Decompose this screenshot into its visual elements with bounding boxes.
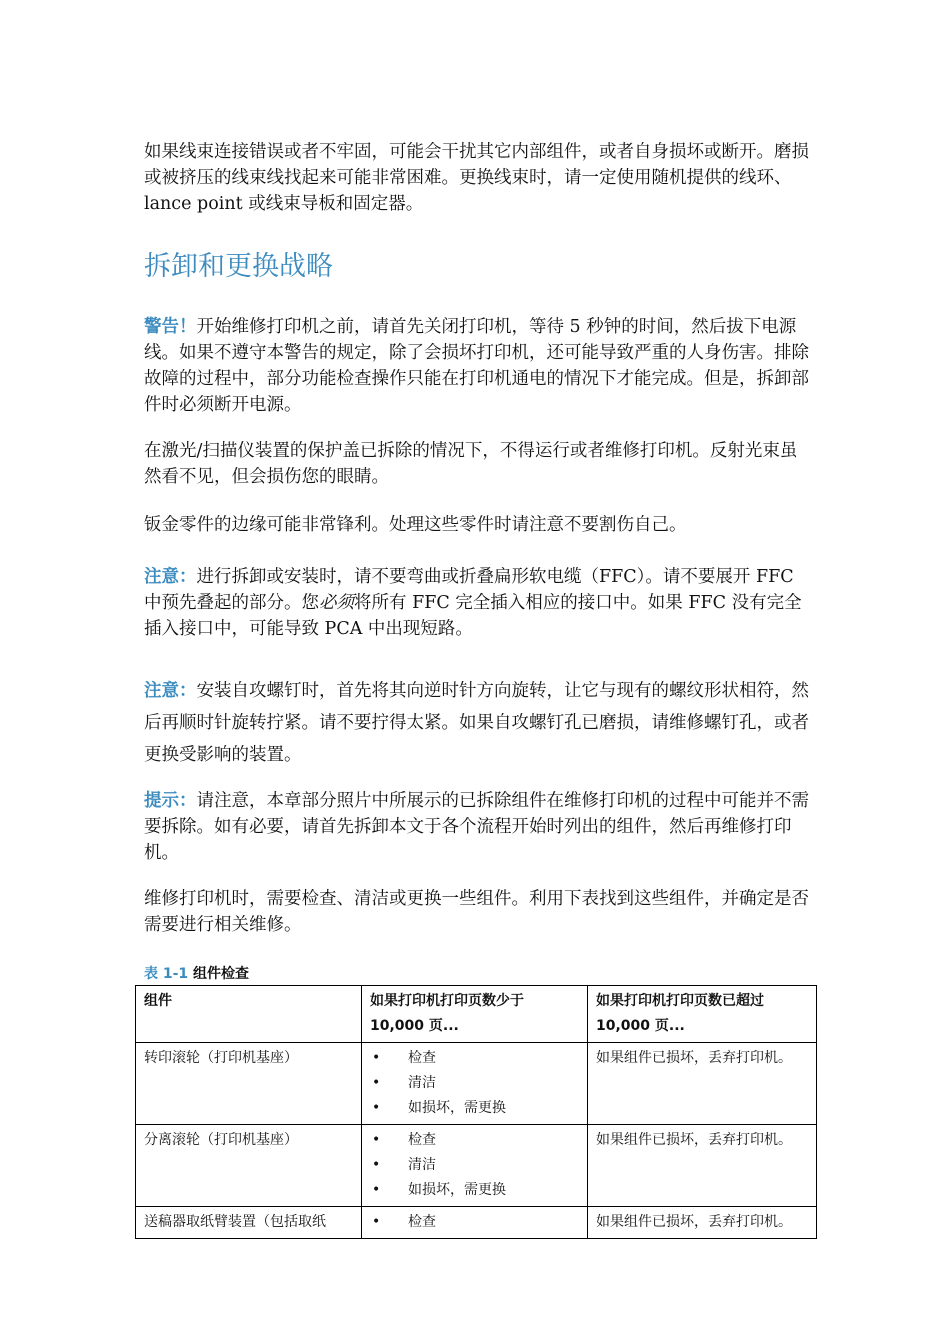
caution-ffc-text-a: 进行拆卸或安装时，请不要弯曲或折叠扁形软电缆（FFC）。请不要展开 FFC 中预先叠起的部分。您 <box>144 567 794 613</box>
maintenance-paragraph: 维修打印机时，需要检查、清洁或更换一些组件。利用下表找到这些组件，并确定是否需要进行相关维修。 <box>144 889 809 935</box>
over-10000-cell: 如果组件已损坏，丢弃打印机。 <box>588 1043 817 1125</box>
tip-label: 提示： <box>144 791 197 811</box>
caution-ffc-emphasis: 必须 <box>319 593 354 613</box>
action-item: • 检查 <box>370 1128 579 1153</box>
caution-ffc-paragraph <box>144 564 810 642</box>
caution-ffc-text-b: 将所有 FFC 完全插入相应的接口中。如果 FFC 没有完全插入接口中，可能导致 PCA 中出现短路。 <box>144 593 802 639</box>
table-row <box>136 1207 817 1239</box>
action-item: • 检查 <box>370 1210 579 1235</box>
under-10000-cell <box>362 1125 588 1207</box>
caution-screw-text: 安装自攻螺钉时，首先将其向逆时针方向旋转，让它与现有的螺纹形状相符，然后再顺时针旋转拧紧。请不要拧得太紧。如果自攻螺钉孔已磨损，请维修螺钉孔，或者更换受影响的装置。 <box>144 681 809 765</box>
action-list <box>370 1210 579 1235</box>
component-cell: 分离滚轮（打印机基座） <box>136 1125 362 1207</box>
under-10000-cell <box>362 1207 588 1239</box>
intro-paragraph: 如果线束连接错误或者不牢固，可能会干扰其它内部组件，或者自身损坏或断开。磨损或被挤压的线束线找起来可能非常困难。更换线束时，请一定使用随机提供的线环、lance point 或线束导板和固定器。 <box>144 142 809 214</box>
under-10000-cell <box>362 1043 588 1125</box>
caution-label: 注意： <box>144 567 197 587</box>
caution-screw-paragraph <box>144 675 810 771</box>
tip-text: 请注意，本章部分照片中所展示的已拆除组件在维修打印机的过程中可能并不需要拆除。如有必要，请首先拆卸本文于各个流程开始时列出的组件，然后再维修打印机。 <box>144 791 809 863</box>
column-header: 如果打印机打印页数少于 10,000 页... <box>362 986 588 1043</box>
over-10000-cell: 如果组件已损坏，丢弃打印机。 <box>588 1125 817 1207</box>
table-caption <box>144 963 249 983</box>
component-cell: 转印滚轮（打印机基座） <box>136 1043 362 1125</box>
component-inspection-table <box>135 985 817 1239</box>
table-header-row <box>136 986 817 1043</box>
warning-label: 警告！ <box>144 317 197 337</box>
table-row <box>136 1043 817 1125</box>
column-header: 组件 <box>136 986 362 1043</box>
section-title: 拆卸和更换战略 <box>144 251 333 282</box>
component-cell: 送稿器取纸臂装置（包括取纸 <box>136 1207 362 1239</box>
action-item: • 如损坏，需更换 <box>370 1178 579 1203</box>
table-caption-title: 组件检查 <box>193 966 250 982</box>
sheetmetal-paragraph: 钣金零件的边缘可能非常锋利。处理这些零件时请注意不要割伤自己。 <box>144 515 687 535</box>
column-header: 如果打印机打印页数已超过 10,000 页... <box>588 986 817 1043</box>
warning-text: 开始维修打印机之前，请首先关闭打印机，等待 5 秒钟的时间，然后拔下电源线。如果不遵守本警告的规定，除了会损坏打印机，还可能导致严重的人身伤害。排除故障的过程中，部分功能检查操作只能在打印机通电的情况下才能完成。但是，拆卸部件时必须断开电源。 <box>144 317 809 415</box>
warning-paragraph <box>144 314 810 418</box>
tip-paragraph <box>144 788 810 866</box>
over-10000-cell: 如果组件已损坏，丢弃打印机。 <box>588 1207 817 1239</box>
action-item: • 清洁 <box>370 1153 579 1178</box>
table-caption-label: 表 1-1 <box>144 966 189 982</box>
table-row <box>136 1125 817 1207</box>
action-list <box>370 1128 579 1203</box>
action-item: • 如损坏，需更换 <box>370 1096 579 1121</box>
action-item: • 清洁 <box>370 1071 579 1096</box>
caution-label: 注意： <box>144 681 197 701</box>
laser-paragraph: 在激光/扫描仪装置的保护盖已拆除的情况下，不得运行或者维修打印机。反射光束虽然看不见，但会损伤您的眼睛。 <box>144 441 798 487</box>
action-item: • 检查 <box>370 1046 579 1071</box>
action-list <box>370 1046 579 1121</box>
